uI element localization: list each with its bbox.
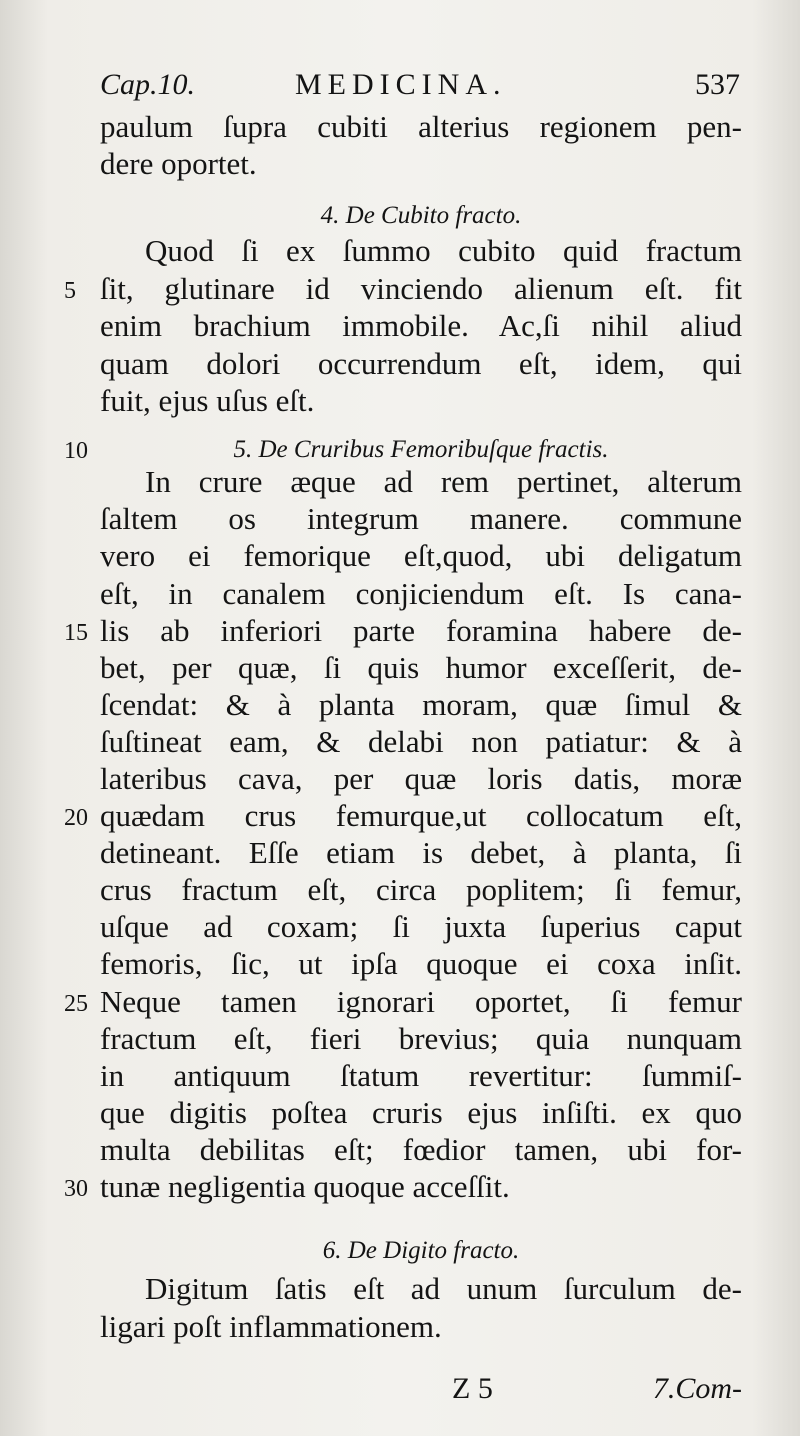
text-line: que digitis poſtea cruris ejus inſiſti. ex quo — [100, 1095, 742, 1130]
text-line: paulum ſupra cubiti alterius regionem pen- — [100, 109, 742, 144]
text-line: fractum eſt, fieri brevius; quia nunquam — [100, 1021, 742, 1056]
text-line: Digitum ſatis eſt ad unum ſurculum de- — [145, 1271, 742, 1306]
text-line: enim brachium immobile. Ac,ſi nihil aliud — [100, 308, 742, 343]
margin-line-number: 30 — [64, 1176, 88, 1202]
text-line: fuit, ejus uſus eſt. — [100, 383, 315, 418]
margin-line-number: 25 — [64, 991, 88, 1017]
text-line: dere oportet. — [100, 146, 257, 181]
signature-mark: Z 5 — [452, 1372, 493, 1405]
text-line: tunæ negligentia quoque acceſſit. — [100, 1169, 510, 1204]
margin-line-number: 15 — [64, 620, 88, 646]
text-line: multa debilitas eſt; fœdior tamen, ubi for- — [100, 1132, 742, 1167]
section-heading — [100, 436, 742, 464]
margin-line-number: 5 — [64, 278, 76, 304]
text-line: lateribus cava, per quæ loris datis, moræ — [100, 761, 742, 796]
text-line: quam dolori occurrendum eſt, idem, qui — [100, 346, 742, 381]
section-title: De Digito fracto. — [347, 1237, 520, 1264]
text-line: in antiquum ſtatum revertitur: ſummiſ- — [100, 1058, 742, 1093]
text-line: femoris, ſic, ut ipſa quoque ei coxa inſit. — [100, 946, 742, 981]
text-line: In crure æque ad rem pertinet, alterum — [145, 464, 742, 499]
section-number: 4. — [320, 202, 340, 229]
page-number: 537 — [695, 68, 740, 101]
text-line: eſt, in canalem conjiciendum eſt. Is cana- — [100, 576, 742, 611]
text-line: detineant. Eſſe etiam is debet, à planta, ſi — [100, 835, 742, 870]
text-line: ſit, glutinare id vinciendo alienum eſt. fit — [100, 271, 742, 306]
section-title: De Cubito fracto. — [345, 202, 522, 229]
margin-line-number: 20 — [64, 805, 88, 831]
text-line: lis ab inferiori parte foramina habere de- — [100, 613, 742, 648]
running-header — [100, 68, 740, 108]
text-line: quædam crus femurque,ut collocatum eſt, — [100, 798, 742, 833]
text-line: crus fractum eſt, circa poplitem; ſi femur, — [100, 872, 742, 907]
text-line: ligari poſt inflammationem. — [100, 1309, 442, 1344]
catchword: 7.Com- — [652, 1372, 742, 1405]
section-heading — [100, 202, 742, 230]
margin-line-number: 10 — [64, 438, 88, 464]
page-footer — [100, 1372, 742, 1412]
chapter-label: Cap.10. — [100, 68, 196, 101]
text-line: ſcendat: & à planta moram, quæ ſimul & — [100, 687, 742, 722]
section-title: De Cruribus Femoribuſque fractis. — [258, 436, 609, 463]
text-line: ſaltem os integrum manere. commune — [100, 501, 742, 536]
text-line: Neque tamen ignorari oportet, ſi femur — [100, 984, 742, 1019]
running-title: MEDICINA. — [295, 68, 507, 101]
text-line: uſque ad coxam; ſi juxta ſuperius caput — [100, 909, 742, 944]
section-number: 5. — [233, 436, 253, 463]
section-number: 6. — [322, 1237, 342, 1264]
text-line: vero ei femorique eſt,quod, ubi deligatum — [100, 538, 742, 573]
section-heading — [100, 1237, 742, 1265]
text-line: ſuſtineat eam, & delabi non patiatur: & à — [100, 724, 742, 759]
text-line: bet, per quæ, ſi quis humor exceſſerit, de- — [100, 650, 742, 685]
text-line: Quod ſi ex ſummo cubito quid fractum — [145, 233, 742, 268]
